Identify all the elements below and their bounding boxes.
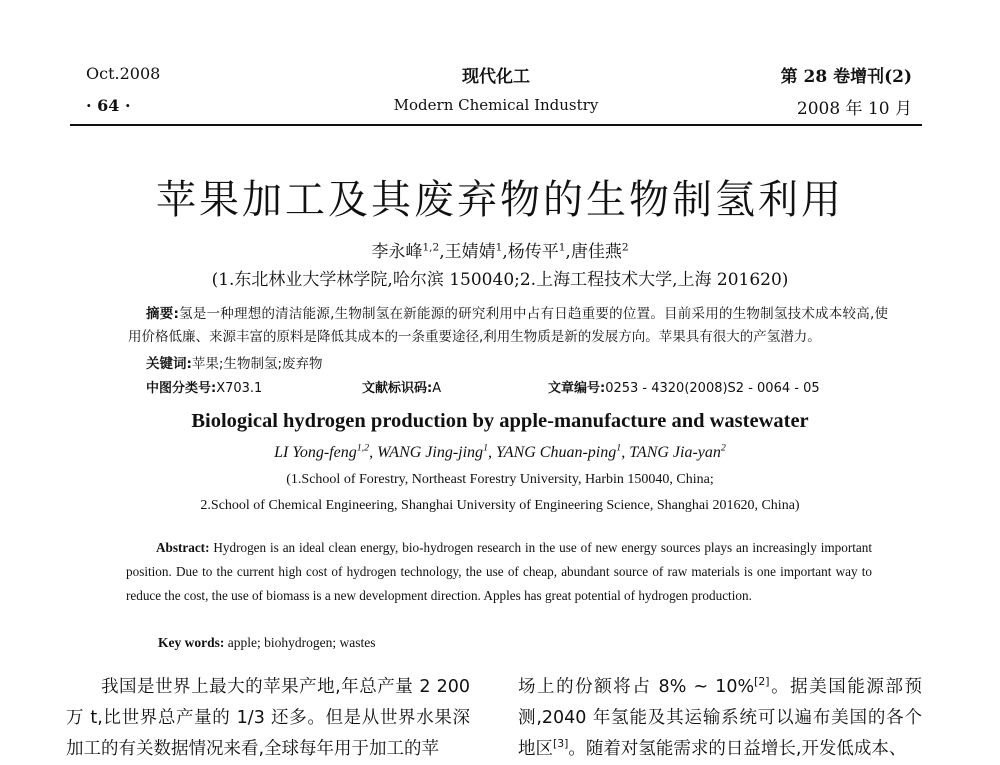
- author-cn-1: 李永峰: [371, 242, 423, 262]
- abstract-cn-label: 摘要:: [146, 306, 179, 322]
- abstract-cn-text: 氢是一种理想的清洁能源,生物制氢在新能源的研究利用中占有日趋重要的位置。目前采用的生物制氢技术成本较高,使用价格低廉、来源丰富的原料是降低其成本的一条重要途径,利用生物质是新的发展方向。苹果具有很大的产氢潜力。: [128, 306, 888, 345]
- authors-en: [0, 444, 1000, 462]
- author-en-4-affil: 2: [720, 442, 726, 454]
- citation-ref-2: [2]: [754, 675, 770, 689]
- authors-cn: [0, 237, 1000, 262]
- keywords-cn-text: 苹果;生物制氢;废弃物: [191, 356, 323, 372]
- author-cn-2: 王婧婧: [444, 242, 496, 262]
- header-page-number: · 64 ·: [86, 96, 131, 115]
- author-cn-2-affil: 1: [495, 241, 503, 254]
- author-separator: ,: [565, 242, 571, 262]
- body-right-part-1: 场上的份额将占 8% ~ 10%: [518, 677, 755, 697]
- affiliation-cn: (1.东北林业大学林学院,哈尔滨 150040;2.上海工程技术大学,上海 201620): [211, 270, 789, 290]
- author-separator: ,: [488, 444, 497, 461]
- classification-line: [146, 377, 906, 397]
- author-cn-1-affil: 1,2: [422, 241, 440, 254]
- body-column-right: [518, 672, 922, 765]
- author-en-3: YANG Chuan-ping: [496, 444, 617, 461]
- title-en: Biological hydrogen production by apple-manufacture and wastewater: [191, 410, 809, 432]
- header-volume: 第 28 卷增刊(2): [780, 67, 912, 87]
- affiliation-en-1: (1.School of Forestry, Northeast Forestry University, Harbin 150040, China;: [286, 472, 714, 487]
- author-en-2-affil: 1: [483, 442, 489, 454]
- abstract-en: [126, 536, 872, 608]
- citation-ref-3: [3]: [553, 737, 569, 751]
- title-cn: 苹果加工及其废弃物的生物制氢利用: [156, 177, 844, 223]
- keywords-en: [158, 635, 375, 651]
- body-right-part-3: 。随着对氢能需求的日益增长,开发低成本、: [568, 739, 907, 759]
- author-cn-3-affil: 1: [558, 241, 566, 254]
- header-rule: [70, 124, 922, 126]
- art-value: 0253 - 4320(2008)S2 - 0064 - 05: [605, 381, 820, 396]
- author-en-1: LI Yong-feng: [274, 444, 357, 461]
- clc-label: 中图分类号:: [146, 381, 217, 396]
- keywords-en-label: Key words:: [158, 635, 225, 650]
- running-header: [70, 62, 922, 126]
- author-en-1-affil: 1,2: [356, 442, 370, 454]
- art-label: 文章编号:: [548, 381, 606, 396]
- doc-value: A: [432, 381, 442, 396]
- doc-label: 文献标识码:: [362, 381, 433, 396]
- author-separator: ,: [621, 444, 630, 461]
- keywords-en-text: apple; biohydrogen; wastes: [227, 635, 376, 650]
- author-separator: ,: [502, 242, 508, 262]
- affiliation-en-2: 2.School of Chemical Engineering, Shanghai University of Engineering Science, Shanghai 201620, China): [200, 498, 800, 513]
- abstract-cn: [128, 303, 888, 349]
- header-journal-name-en: Modern Chemical Industry: [393, 96, 599, 114]
- body-right-part-2: 。据美国能源部预测,2040 年氢能及其运输系统可以遍布美国的各个地区: [518, 677, 923, 759]
- abstract-en-text: Hydrogen is an ideal clean energy, bio-hydrogen research in the use of new energy sources plays an increasingly important position. Due to the current high cost of hydrogen technology, the use of cheap, abundant source of raw materials is one important way to reduce the cost, the use of biomass is a new development direction. Apples has great potential of hydrogen production.: [126, 540, 873, 603]
- clc-value: X703.1: [216, 381, 263, 396]
- keywords-cn-label: 关键词:: [146, 356, 192, 372]
- author-separator: ,: [439, 242, 445, 262]
- body-column-left: 我国是世界上最大的苹果产地,年总产量 2 200 万 t,比世界总产量的 1/3 还多。但是从世界水果深加工的有关数据情况来看,全球每年用于加工的苹: [66, 677, 470, 759]
- author-separator: ,: [369, 444, 378, 461]
- article-number: [548, 377, 820, 396]
- keywords-cn: [146, 352, 323, 372]
- header-issue-date: 2008 年 10 月: [796, 99, 912, 119]
- author-cn-4-affil: 2: [621, 241, 629, 254]
- header-date: Oct.2008: [86, 64, 161, 83]
- header-journal-name-cn: 现代化工: [462, 67, 530, 87]
- abstract-en-label: Abstract:: [156, 540, 210, 555]
- clc-number: [146, 377, 262, 396]
- author-en-2: WANG Jing-jing: [377, 444, 484, 461]
- author-cn-3: 杨传平: [507, 242, 559, 262]
- author-en-3-affil: 1: [616, 442, 622, 454]
- author-en-4: TANG Jia-yan: [629, 444, 721, 461]
- author-cn-4: 唐佳燕: [570, 242, 622, 262]
- document-code: [362, 377, 441, 396]
